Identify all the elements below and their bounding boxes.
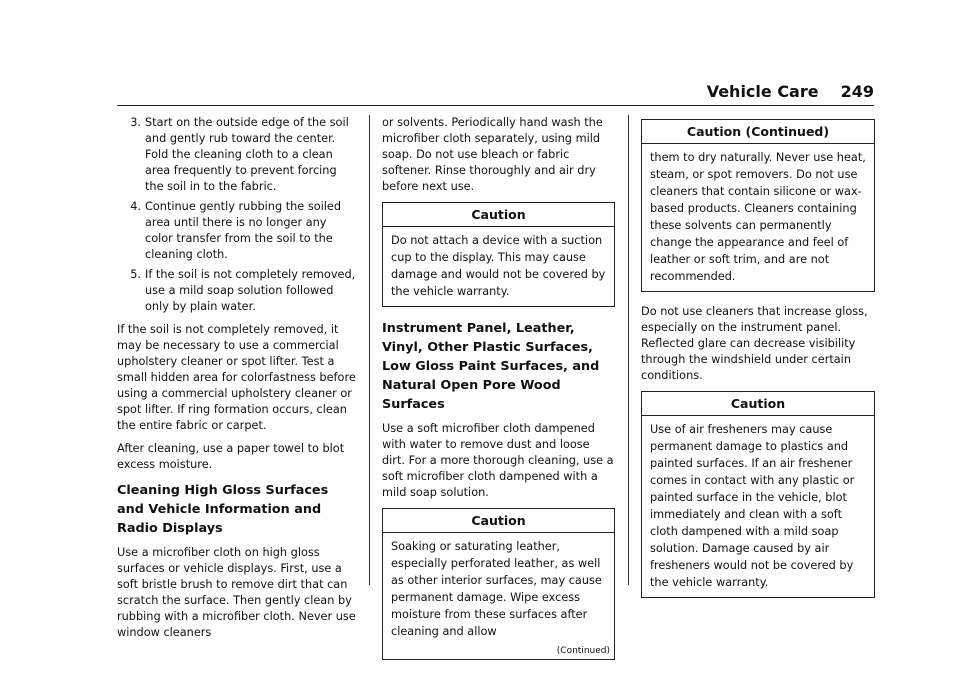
page-number: 249 <box>840 82 874 101</box>
caution-title: Caution <box>383 203 614 227</box>
caution-title: Caution <box>383 509 614 533</box>
caution-title: Caution <box>642 392 874 416</box>
list-item <box>117 267 357 315</box>
body-paragraph: Use a microfiber cloth on high gloss surfaces or vehicle displays. First, use a soft bristle brush to remove dirt that can scratch the surface. Then gently clean by rubbing with a microfiber cloth. Never use window cleaners <box>117 546 356 639</box>
header-rule <box>117 105 874 106</box>
caution-box <box>382 508 615 660</box>
caution-text: Soaking or saturating leather, especially perforated leather, as well as other interior surfaces, may cause permanent damage. Wipe excess moisture from these surfaces after cleaning and allow <box>391 540 602 638</box>
body-paragraph: Use a soft microfiber cloth dampened with water to remove dust and loose dirt. For a more thorough cleaning, use a soft microfiber cloth dampened with a mild soap solution. <box>382 422 614 499</box>
step-number: 5. <box>130 268 141 281</box>
step-text: Start on the outside edge of the soil and gently rub toward the center. Fold the cleaning cloth to a clean area frequently to prevent forcing the soil in to the fabric. <box>145 116 349 193</box>
step-number: 3. <box>130 116 141 129</box>
caution-box <box>382 202 615 307</box>
list-item <box>117 115 357 195</box>
caution-text: Use of air fresheners may cause permanent damage to plastics and painted surfaces. If an air freshener comes in contact with any plastic or painted surface in the vehicle, blot immediately and clean with a soft cloth dampened with a mild soap solution. Damage caused by air fresheners would not be covered by the vehicle warranty. <box>650 423 855 589</box>
continued-label: (Continued) <box>556 646 610 656</box>
body-paragraph: Do not use cleaners that increase gloss, especially on the instrument panel. Reflected glare can decrease visibility through the windshield under certain conditions. <box>641 305 868 382</box>
step-number: 4. <box>130 200 141 213</box>
caution-text: Do not attach a device with a suction cup to the display. This may cause damage and would not be covered by the vehicle warranty. <box>391 234 606 298</box>
list-item <box>117 199 357 263</box>
caution-text: them to dry naturally. Never use heat, steam, or spot removers. Do not use cleaners that contain silicone or wax-based products. Cleaners containing these solvents can permanently change the appearance and feel of leather or soft trim, and are not recommended. <box>650 151 866 283</box>
body-paragraph: If the soil is not completely removed, it may be necessary to use a commercial upholstery cleaner or spot lifter. Test a small hidden area for colorfastness before using a commercial upholstery cleaner or spot lifter. If ring formation occurs, clean the entire fabric or carpet. <box>117 323 356 432</box>
caution-box <box>641 391 875 598</box>
step-text: Continue gently rubbing the soiled area until there is no longer any color transfer from the soil to the cleaning cloth. <box>145 200 342 261</box>
section-heading: Instrument Panel, Leather, Vinyl, Other Plastic Surfaces, Low Gloss Paint Surfaces, and Natural Open Pore Wood Surfaces <box>382 321 600 412</box>
body-paragraph: After cleaning, use a paper towel to blot excess moisture. <box>117 442 345 471</box>
column-2 <box>382 115 615 672</box>
running-head <box>707 82 874 101</box>
column-3 <box>641 115 875 610</box>
caution-title: Caution (Continued) <box>642 120 874 144</box>
column-divider <box>628 115 629 585</box>
step-text: If the soil is not completely removed, use a mild soap solution followed only by plain water. <box>145 268 356 313</box>
section-heading: Cleaning High Gloss Surfaces and Vehicle Information and Radio Displays <box>117 483 329 536</box>
body-paragraph: or solvents. Periodically hand wash the microfiber cloth separately, using mild soap. Do not use bleach or fabric softener. Rinse thoroughly and air dry before next use. <box>382 116 603 193</box>
section-title: Vehicle Care <box>706 82 819 101</box>
cleaning-steps <box>117 115 357 315</box>
column-divider <box>369 115 370 585</box>
caution-box <box>641 119 875 292</box>
column-1 <box>117 115 357 648</box>
